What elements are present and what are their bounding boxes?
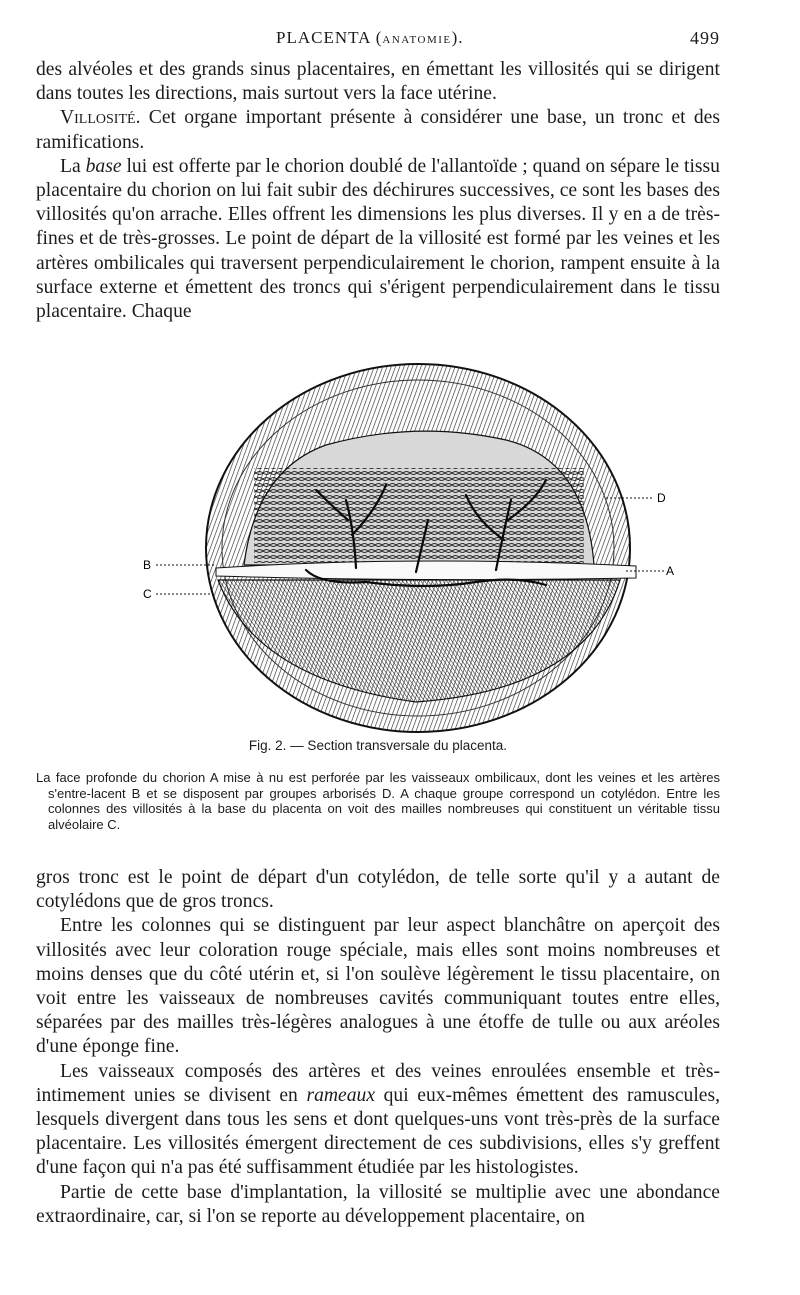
paragraph: Villosité. Cet organe important présente à considérer une base, un tronc et des ramifications.: [36, 107, 720, 153]
section-heading: Villosité.: [60, 107, 141, 129]
figure-label-b: B: [143, 558, 152, 572]
figure-caption: Fig. 2. — Section transversale du placenta.: [248, 738, 508, 753]
figure-legend: La face profonde du chorion A mise à nu est perforée par les vaisseaux ombilicaux, dont les veines et les artères s'entre-lacent B et se disposent par groupes arborisés D. A chaque groupe correspond un cotylédon. Entre les colonnes des villosités à la base du placenta on voit des mailles nombreuses qui constituent un véritable tissu alvéolaire C.: [36, 770, 720, 832]
figure-label-c: C: [143, 587, 152, 601]
running-header: [36, 28, 720, 50]
figure-label-a: A: [666, 564, 675, 578]
paragraph: Les vaisseaux composés des artères et des veines enroulées ensemble et très-intimement unies se divisent en rameaux qui eux-mêmes émettent des ramuscules, lesquels divergent dans tous les sens et dont quelques-uns vont très-près de la surface placentaire. Les villosités émergent directement de ces subdivisions, elles s'y greffent d'une façon qui n'a pas été suffisamment étudiée par les histologistes.: [36, 1060, 720, 1179]
paragraph: La base lui est offerte par le chorion doublé de l'allantoïde ; quand on sépare le tissu placentaire du chorion on lui fait subir des déchirures successives, ce sont les bases des villosités qu'on arrache. Elles offrent les dimensions les plus diverses. Il y en a de très-fines et de très-grosses. Le point de départ de la villosité est formé par les veines et les artères ombilicales qui traversent perpendiculairement le chorion, rampent ensuite à la surface externe et émettent des troncs qui s'érigent perpendiculairement dans le tissu placentaire. Chaque: [36, 155, 720, 323]
paragraph: gros tronc est le point de départ d'un cotylédon, de telle sorte qu'il y a autant de cotylédons que de gros troncs.: [36, 867, 720, 913]
figure-label-d: D: [657, 491, 666, 505]
running-title: PLACENTA (ANATOMIE).: [276, 28, 464, 47]
paragraph: des alvéoles et des grands sinus placentaires, en émettant les villosités qui se dirigent dans toutes les directions, mais surtout vers la face utérine.: [36, 59, 720, 105]
page-number: 499: [690, 28, 720, 48]
text-block-bottom: [36, 866, 720, 1229]
placenta-illustration: [116, 350, 736, 740]
paragraph: Partie de cette base d'implantation, la villosité se multiplie avec une abondance extraordinaire, car, si l'on se reporte au développement placentaire, on: [36, 1181, 720, 1227]
paragraph: Entre les colonnes qui se distinguent par leur aspect blanchâtre on aperçoit des villosités avec leur coloration rouge spéciale, mais elles sont moins nombreuses et moins denses que du côté utérin et, si l'on soulève légèrement le tissu placentaire, on voit entre les vaisseaux de nombreuses cavités communiquant toutes entre elles, séparées par des mailles très-légères analogues à une étoffe de tulle ou aux aréoles d'une éponge fine.: [36, 915, 720, 1058]
text-block-top: [36, 58, 720, 324]
